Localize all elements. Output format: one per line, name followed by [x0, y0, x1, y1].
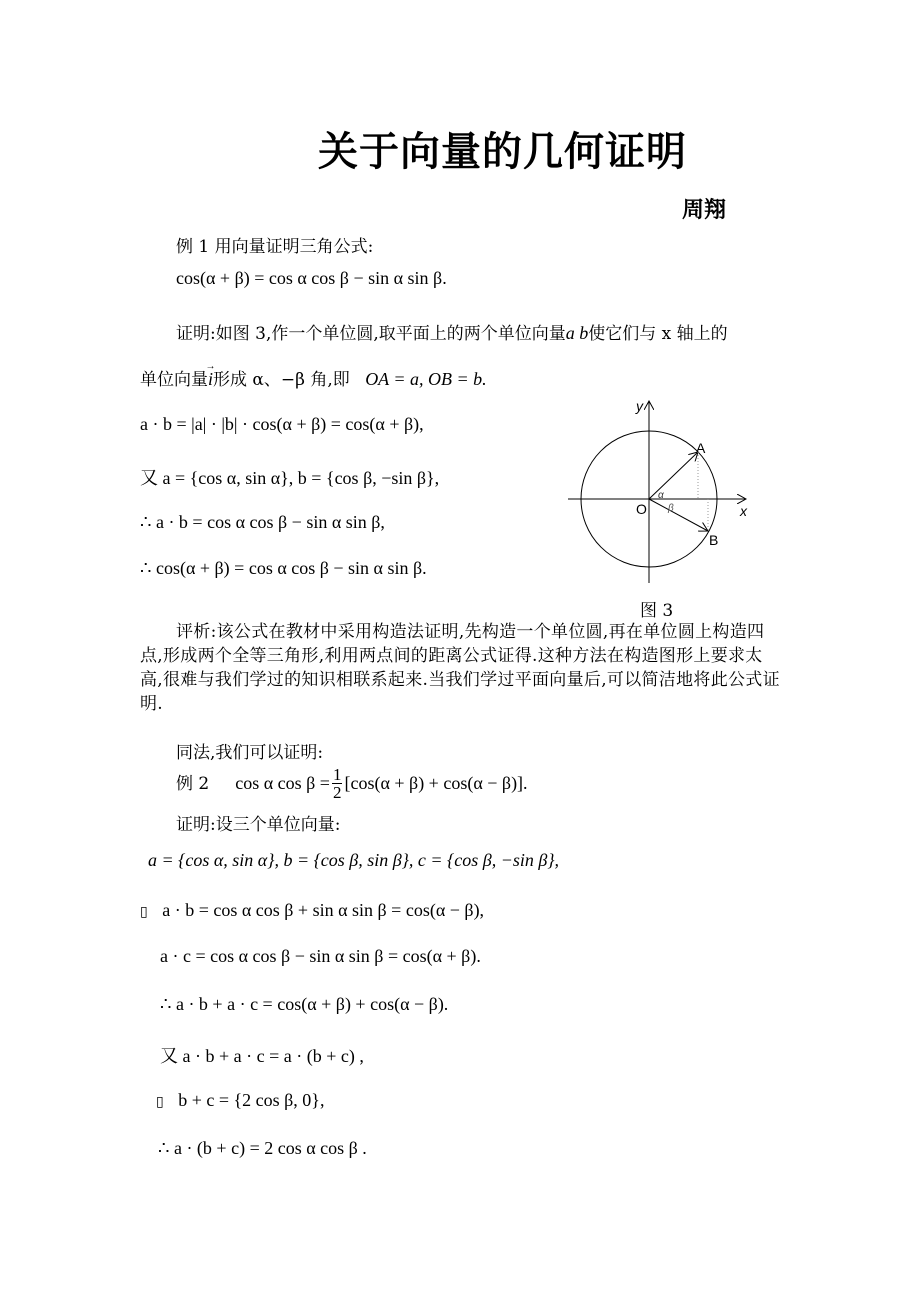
example2-label: 例 2 — [176, 773, 210, 794]
example2-step-2: a · c = cos α cos β − sin α sin β = cos(α + β). — [160, 946, 481, 966]
formula-left: cos α cos β = — [235, 773, 330, 793]
step-text: 又 a · b + a · c = a · (b + c) , — [160, 1046, 364, 1066]
example1-heading: 例 1 用向量证明三角公式: — [176, 237, 374, 257]
point-a-label: A — [696, 440, 706, 456]
example2-formula — [176, 766, 528, 801]
point-b-label: B — [709, 532, 719, 548]
proof-text: 单位向量 — [140, 370, 208, 390]
example2-step-3: ∴ a · b + a · c = cos(α + β) + cos(α − β). — [160, 994, 449, 1014]
vector-definitions: OA = a, OB = b. — [365, 369, 487, 389]
figure-caption: 图 3 — [640, 601, 674, 621]
example1-step-1: a · b = |a| · |b| · cos(α + β) = cos(α + β), — [140, 414, 424, 434]
proof-text: 证明:如图 3,作一个单位圆,取平面上的两个单位向量 — [176, 324, 566, 344]
beta-label: β — [668, 503, 674, 514]
example2-proof-heading: 证明:设三个单位向量: — [176, 815, 341, 835]
x-label: x — [740, 503, 747, 519]
example2-step-5 — [156, 1090, 324, 1111]
alpha-label: α — [658, 490, 664, 501]
author-name: 周翔 — [682, 198, 727, 223]
example2-vectors: a = {cos α, sin α}, b = {cos β, sin β}, c = {cos β, −sin β}, — [148, 850, 560, 870]
unit-circle-figure — [560, 395, 760, 595]
fraction-numerator: 1 — [332, 765, 342, 784]
example2-step-1 — [140, 900, 484, 921]
step-text: b + c = {2 cos β, 0}, — [178, 1090, 325, 1110]
missing-glyph: ▯ — [156, 1095, 164, 1110]
example2-intro: 同法,我们可以证明: — [176, 743, 324, 763]
example1-proof-line1 — [176, 322, 728, 345]
example1-formula: cos(α + β) = cos α cos β − sin α sin β. — [176, 268, 447, 288]
proof-text-end: 使它们与 x 轴上的 — [588, 324, 728, 344]
vector-i: → i — [208, 368, 213, 390]
vector-oa — [649, 452, 698, 499]
example1-step-2: 又 a = {cos α, sin α}, b = {cos β, −sin β}, — [140, 468, 440, 488]
formula-right: [cos(α + β) + cos(α − β)]. — [344, 773, 528, 793]
example2-step-6: ∴ a · (b + c) = 2 cos α cos β . — [158, 1138, 367, 1158]
fraction-denominator: 2 — [332, 783, 342, 802]
vector-ob — [649, 499, 708, 531]
proof-text: 形成 α、−β 角,即 — [213, 370, 350, 390]
example1-step-4: ∴ cos(α + β) = cos α cos β − sin α sin β. — [140, 558, 427, 578]
fraction-one-half — [332, 766, 343, 801]
page-title: 关于向量的几何证明 — [318, 129, 687, 175]
step-text: a · b = cos α cos β + sin α sin β = cos(α − β), — [162, 900, 485, 920]
example2-step-4 — [160, 1042, 364, 1068]
vector-ab: a b — [565, 323, 589, 343]
analysis-paragraph: 评析:该公式在教材中采用构造法证明,先构造一个单位圆,再在单位圆上构造四点,形成两个全等三角形,利用两点间的距离公式证得.这种方法在构造图形上要求太高,很难与我们学过的知识相联系起来.当我们学过平面向量后,可以简洁地将此公式证明. — [140, 622, 780, 714]
missing-glyph: ▯ — [140, 905, 148, 920]
origin-label: O — [636, 501, 647, 517]
example1-proof-line2 — [140, 368, 487, 391]
example1-step-3: ∴ a · b = cos α cos β − sin α sin β, — [140, 512, 385, 532]
y-label: y — [636, 398, 643, 414]
